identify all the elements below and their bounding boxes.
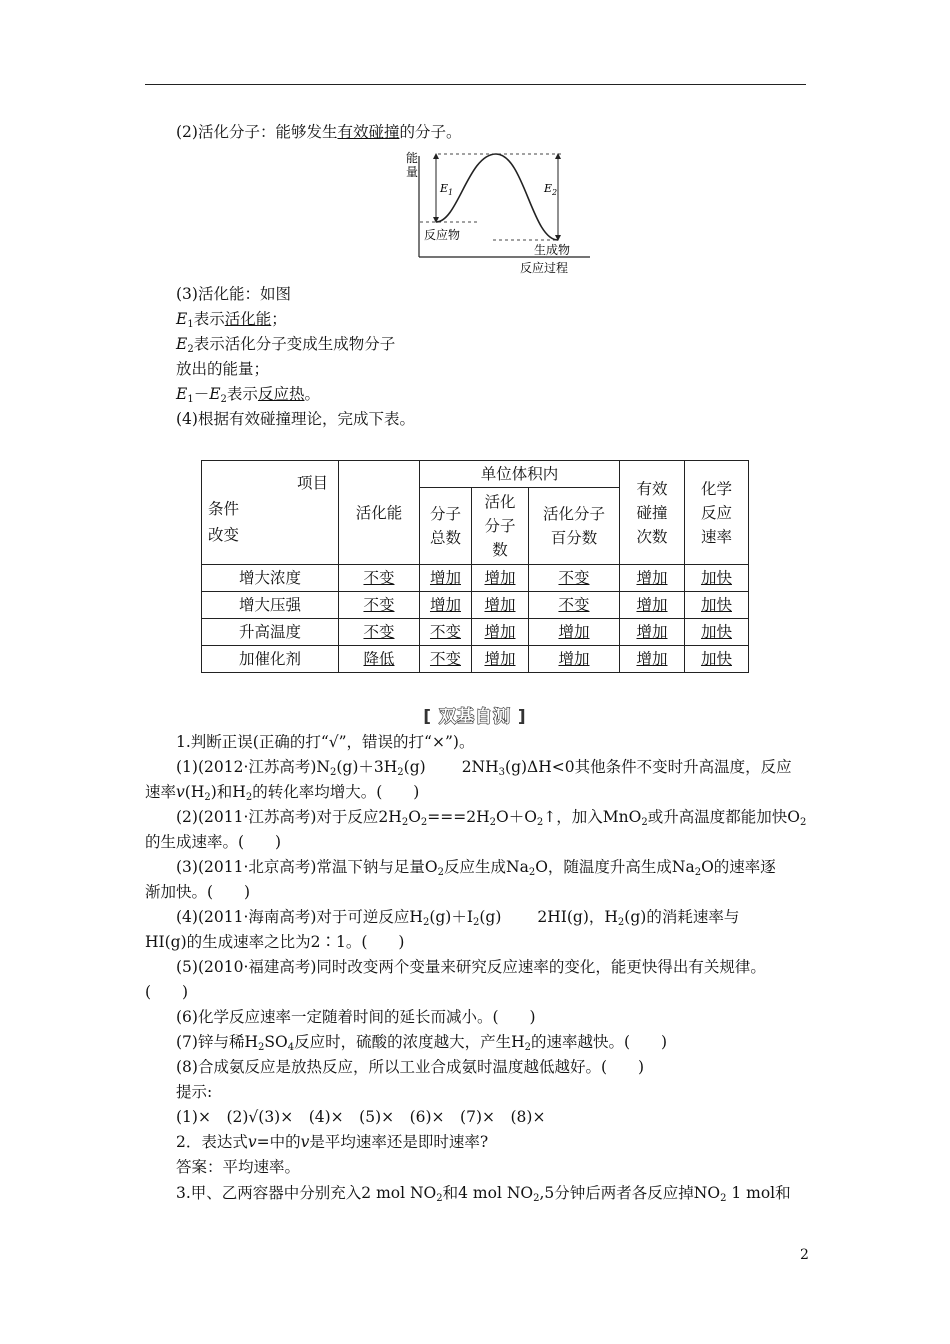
sub: 2 [694,867,702,878]
sub: 4 [287,1042,295,1053]
line: 百分数 [550,529,598,548]
q1-intro: 1.判断正误(正确的打“√”，错误的打“×”)。 [176,733,475,751]
y-label-2: 量 [406,165,419,179]
sub: 2 [401,817,409,828]
text: (H [184,783,205,801]
text: ===2H [427,808,490,826]
sub: 2 [330,767,337,778]
line: 速率 [700,527,732,546]
cell-percent: 增加 [558,623,590,641]
line: 数 [492,541,508,560]
text: 表示活化分子变成生成物分子 [193,335,396,353]
e1-letter: E [440,182,449,195]
text: 2．表达式 [176,1133,248,1151]
e1-meaning [176,308,287,330]
q1-item-1 [176,756,792,778]
q1-item-8: (8)合成氨反应是放热反应，所以工业合成氨时温度越低越好。( ) [176,1058,645,1076]
text: v [176,783,185,801]
text: 和4 mol NO [442,1184,534,1202]
q3-question [176,1182,791,1204]
sub: 2 [257,1042,265,1053]
cell-active: 增加 [484,623,516,641]
sub: 2 [489,817,496,828]
sub: 2 [799,817,807,828]
cell-percent: 不变 [558,569,590,587]
cell-percent: 不变 [558,596,590,614]
activated-molecule-definition [176,121,462,143]
sub: 2 [536,817,544,828]
q2-answer: 答案：平均速率。 [176,1158,301,1176]
product-label: 生成物 [534,243,571,257]
col-activation-energy: 活化能 [339,461,420,565]
sub: 3 [498,767,506,778]
text: (g) [479,908,502,926]
text: SO [264,1033,288,1051]
line: 总数 [429,529,461,548]
text: (2)活化分子：能够发生 [176,123,338,141]
q1-item-1-cont [145,781,419,803]
sub: 2 [204,792,211,803]
sub: 2 [720,1193,727,1204]
sub: 2 [420,817,428,828]
energy-diagram [398,146,593,278]
col-activated-percent [529,488,620,565]
activation-energy-title: (3)活化能：如图 [176,285,291,303]
text: － [193,385,210,403]
line: 化学 [700,479,732,498]
cell-rate: 加快 [700,596,732,614]
q1-item-3-cont: 渐加快。( ) [145,883,251,901]
cell-active: 增加 [484,596,516,614]
cell-condition: 增大浓度 [202,565,339,592]
cell-total: 增加 [429,596,461,614]
text: v [300,1133,310,1151]
sub: 2 [524,1042,531,1053]
answer-underlined: 反应热 [257,385,305,403]
text: E [176,385,188,403]
text: (1)(2012·江苏高考)N [176,758,330,776]
text: (g)＋3H [336,758,398,776]
text: (g)的消耗速率与 [624,908,740,926]
table-row [202,565,749,592]
bracket-right: ] [517,707,527,727]
cell-activation: 不变 [363,569,395,587]
text: 2HI(g)，H [537,908,618,926]
q1-item-2 [176,806,806,828]
col-reaction-rate [685,461,749,565]
col-activated-molecules [472,488,529,565]
table-row [202,592,749,619]
q1-hint-label: 提示: [176,1083,213,1101]
corner-condition: 条件 [208,500,240,518]
text: 的转化率均增大。( ) [252,783,420,801]
line: 有效 [636,479,668,498]
text: (g)＋I [429,908,473,926]
text: 反应生成Na [444,858,529,876]
sub: 2 [245,792,253,803]
cell-condition: 加催化剂 [202,646,339,673]
text: 的速率越快。( ) [530,1033,668,1051]
text: (2)(2011·江苏高考)对于反应2H [176,808,402,826]
cell-percent: 增加 [558,650,590,668]
e2-meaning-cont: 放出的能量； [176,360,270,378]
text: 反应时，硫酸的浓度越大，产生H [294,1033,525,1051]
cell-effective: 增加 [636,623,668,641]
answer-underlined: 有效碰撞 [337,123,400,141]
sub: 2 [422,917,430,928]
cell-activation: 不变 [363,596,395,614]
corner-change: 改变 [208,526,240,544]
text: (g)ΔH<0其他条件不变时升高温度，反应 [505,758,792,776]
sub: 1 [187,319,194,330]
cell-total: 不变 [429,650,461,668]
cell-rate: 加快 [700,623,732,641]
text: 速率 [145,783,177,801]
text: 3.甲、乙两容器中分别充入2 mol NO [176,1184,437,1202]
col-group-unit-volume: 单位体积内 [420,461,620,488]
line: 分子 [484,517,516,536]
e2-sub: 2 [552,188,558,197]
sub: 2 [397,767,404,778]
cell-activation: 不变 [363,623,395,641]
cell-effective: 增加 [636,596,668,614]
e2-label [543,182,557,197]
col-total-molecules [420,488,472,565]
q1-item-5: (5)(2010·福建高考)同时改变两个变量来研究反应速率的变化，能更快得出有关规律。 [176,958,766,976]
text: (3)(2011·北京高考)常温下钠与足量O [176,858,438,876]
sub: 2 [436,1193,443,1204]
text: =中的 [256,1133,301,1151]
text: ,5分钟后两者各反应掉NO [539,1184,721,1202]
q1-item-4 [176,906,739,928]
sub: 2 [533,1193,540,1204]
q1-item-2-cont: 的生成速率。( ) [145,833,282,851]
q1-item-7 [176,1031,667,1053]
text: E [176,310,188,328]
col-effective-collisions [620,461,685,565]
text: O的速率逐 [701,858,776,876]
text: 或升高温度都能加快O [647,808,800,826]
collision-theory-table [201,460,749,673]
sub: 2 [528,867,536,878]
text: ； [271,310,287,328]
text: 的分子。 [399,123,462,141]
x-axis-label: 反应过程 [520,261,569,275]
reactant-label: 反应物 [424,228,461,242]
text: 表示 [193,310,225,328]
text: v [247,1133,257,1151]
text: 。 [304,385,320,403]
cell-active: 增加 [484,569,516,587]
q1-answers: (1)× (2)√(3)× (4)× (5)× (6)× (7)× (8)× [176,1108,546,1126]
e1-sub: 1 [448,188,454,197]
q1-item-6: (6)化学反应速率一定随着时间的延长而减小。( ) [176,1008,536,1026]
cell-rate: 加快 [700,650,732,668]
sub: 2 [641,817,648,828]
sub: 2 [187,344,194,355]
line: 次数 [636,527,668,546]
text: ↑，加入MnO [543,808,642,826]
text: (7)锌与稀H [176,1033,258,1051]
line: 分子 [429,505,461,524]
header-rule [145,84,806,85]
page-number: 2 [800,1247,809,1263]
text: 表示 [226,385,258,403]
cell-effective: 增加 [636,650,668,668]
text: )和H [210,783,246,801]
e2-letter: E [544,182,553,195]
e2-meaning [176,333,395,355]
sub: 2 [220,394,227,405]
section-title: 双基自测 [439,707,511,727]
line: 活化分子 [542,505,605,524]
text: O，随温度升高生成Na [535,858,695,876]
text: 是平均速率还是即时速率? [309,1133,489,1151]
sub: 2 [437,867,445,878]
text: (4)(2011·海南高考)对于可逆反应H [176,908,423,926]
text: (g) [403,758,426,776]
cell-effective: 增加 [636,569,668,587]
sub: 2 [472,917,480,928]
text: 2NH [461,758,499,776]
corner-header-cell [202,461,339,565]
text: 1 mol和 [726,1184,791,1202]
section-header-self-test [0,702,950,727]
q1-item-5-cont: ( ) [145,983,189,1001]
e1-label [439,182,453,197]
reaction-heat-meaning [176,383,320,405]
sub: 1 [187,394,194,405]
cell-active: 增加 [484,650,516,668]
table-row [202,646,749,673]
sub: 2 [617,917,625,928]
bracket-left: [ [423,707,433,727]
table-instruction: (4)根据有效碰撞理论，完成下表。 [176,410,415,428]
line: 碰撞 [636,503,668,522]
table-row [202,619,749,646]
cell-activation: 降低 [363,650,395,668]
q1-item-3 [176,856,776,878]
cell-total: 增加 [429,569,461,587]
text: O＋O [496,808,537,826]
text: O [408,808,421,826]
cell-rate: 加快 [700,569,732,587]
cell-condition: 增大压强 [202,592,339,619]
q1-item-4-cont: HI(g)的生成速率之比为2∶1。( ) [145,933,405,951]
cell-condition: 升高温度 [202,619,339,646]
answer-underlined: 活化能 [224,310,272,328]
line: 反应 [700,503,732,522]
line: 活化 [484,493,516,512]
text: E [209,385,221,403]
y-label-1: 能 [406,151,419,165]
corner-item: 项目 [296,474,328,492]
q2-question [176,1131,488,1153]
text: E [176,335,188,353]
cell-total: 不变 [429,623,461,641]
